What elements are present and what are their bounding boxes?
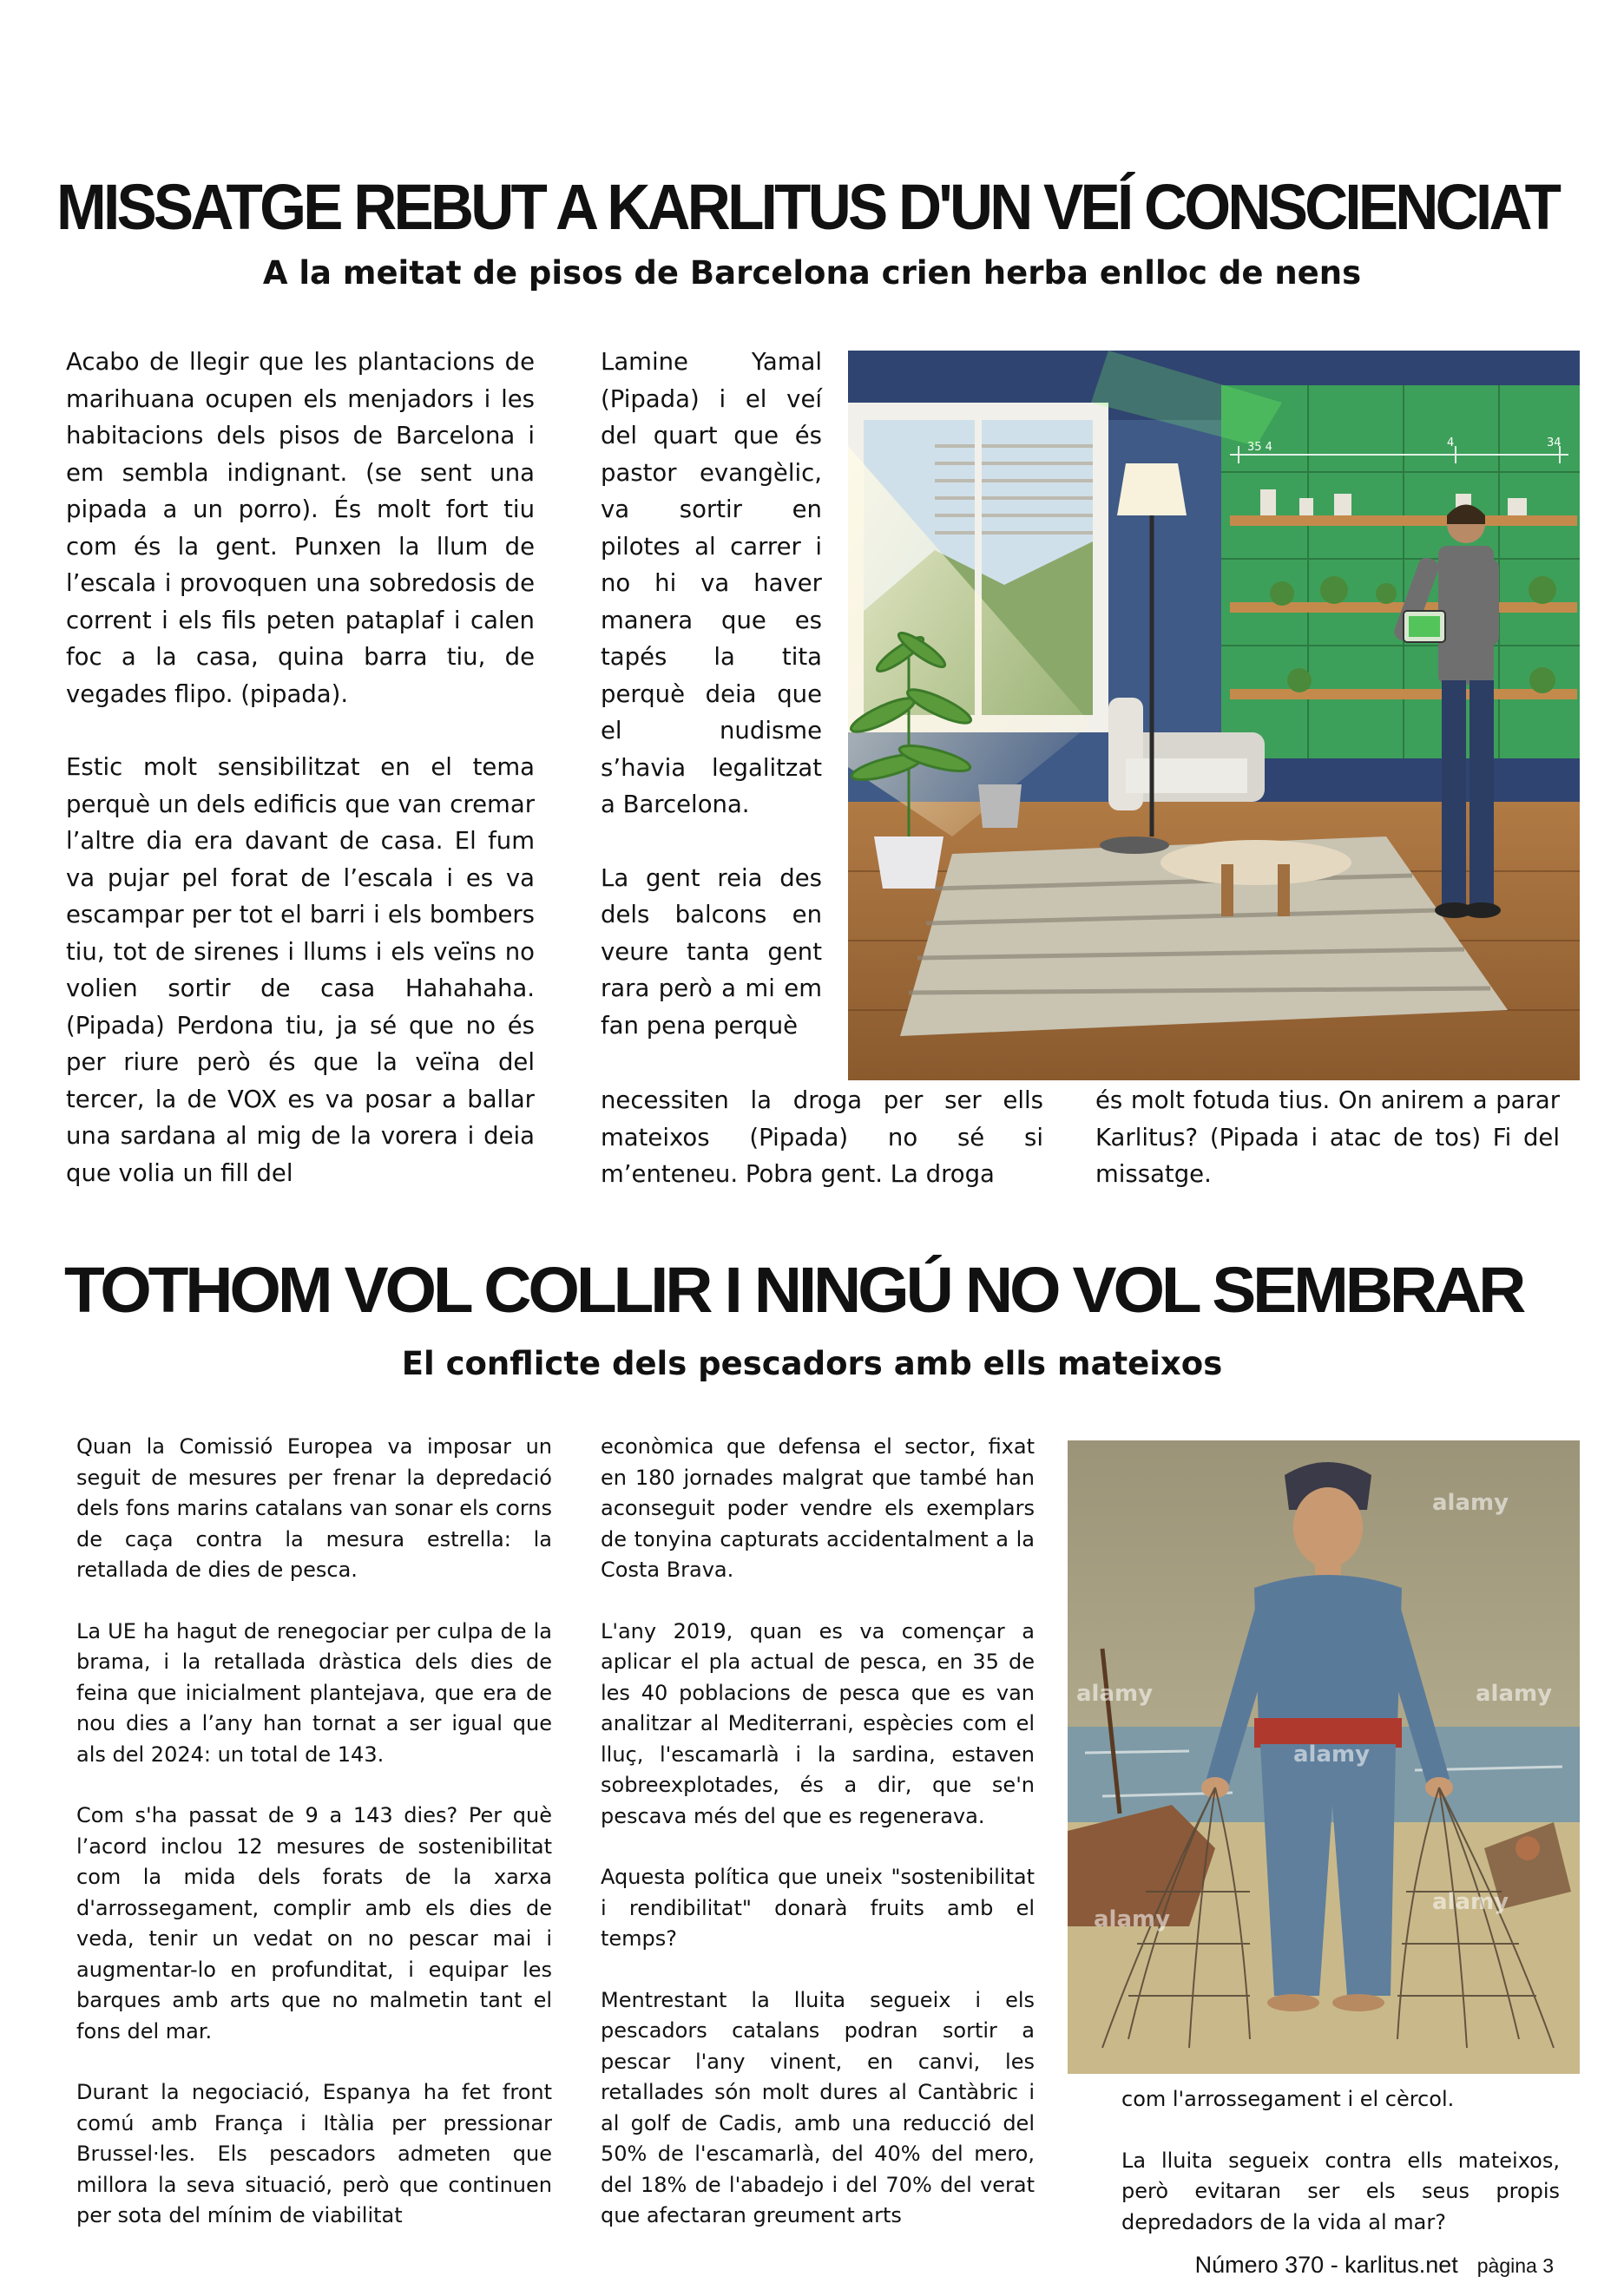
article2-col1-paragraph: Com s'ha passat de 9 a 143 dies? Per què l’acord inclou 12 mesures de sostenibilitat com la mida dels forats de la xarxa d'arrossegament, complir amb els dies de veda, tenir un vedat on no pescar mai i augmentar-lo en profunditat, i equipar les barques amb arts que no malmetin tant el fons del mar. — [76, 1803, 552, 2043]
article1-col2-paragraph: Lamine Yamal (Pipada) i el veí del quart que és pastor evangèlic, va sortir en pilotes al carrer i no hi va haver manera que es tapés la tita perquè deia que el nudisme s’havia legalitzat a Barcelona. — [601, 348, 822, 818]
watermark: alamy — [1076, 1681, 1154, 1707]
page-footer — [1195, 2252, 1554, 2279]
article2-subheadline: El conflicte dels pescadors amb ells mateixos — [401, 1345, 1223, 1382]
article1-col1-paragraph: Estic molt sensibilitzat en el tema perquè un dels edificis que van cremar l’altre dia era davant de casa. El fum va pujar pel forat de l’escala i es va escampar per tot el barri i els bombers tiu, tot de sirenes i llums i els veïns no volien sortir de casa Hahahaha. (Pipada) Perdona tiu, ja sé que no és per riure però és que la veïna del tercer, la de VOX es va posar a ballar una sardana al mig de la vorera i deia que volia un fill del — [66, 753, 535, 1187]
article2-col3-paragraph: com l'arrossegament i el cèrcol. — [1121, 2087, 1455, 2111]
article2-col2-paragraph: Mentrestant la lluita segueix i els pescadors catalans podran sortir a pescar l'any vinent, en canvi, les retallades són molt dures al Cantàbric i al golf de Cadis, amb una reducció del 50% de l'escamarlà, del 40% del mero, del 18% de l'abadejo i del 70% del verat que afectaran greument arts — [601, 1987, 1035, 2227]
article2-col2-paragraph: econòmica que defensa el sector, fixat en 180 jornades malgrat que també han aconseguit poder vendre els exemplars de tonyina capturats accidentalment a la Costa Brava. — [601, 1434, 1035, 1582]
article2-headline: TOTHOM VOL COLLIR I NINGÚ NO VOL SEMBRAR — [64, 1254, 1523, 1326]
article2-column-1 — [76, 1432, 552, 2232]
article1-subheadline: A la meitat de pisos de Barcelona crien herba enlloc de nens — [262, 254, 1362, 292]
dimension-label: 34 — [1547, 436, 1562, 449]
watermark: alamy — [1094, 1906, 1171, 1932]
article2-col1-paragraph: La UE ha hagut de renegociar per culpa de la brama, i la retallada dràstica dels dies de feina que inicialment plantejava, que era de nou dies a l’any han tornat a ser igual que als del 2024: un total de 143. — [76, 1618, 552, 1767]
article1-col1-paragraph: Acabo de llegir que les plantacions de marihuana ocupen els menjadors i les habitacions dels pisos de Barcelona i em sembla indignant. (se sent una pipada a un porro). És molt fort tiu com és la gent. Punxen la llum de l’escala i provoquen una sobredosis de corrent i els fils peten pataplaf i calen foc a la casa, quina barra tiu, de vegades flipo. (pipada). — [66, 348, 535, 708]
article2-col1-paragraph: Durant la negociació, Espanya ha fet front comú amb França i Itàlia per pressionar Brussel·les. Els pescadors admeten que millora la seva situació, però que continuen per sota del mínim de viabilitat — [76, 2080, 552, 2227]
article1-column-1 — [66, 344, 535, 1191]
watermark: alamy — [1476, 1681, 1553, 1707]
article2-col2-paragraph: L'any 2019, quan es va començar a aplicar el pla actual de pesca, en 35 de les 40 poblacions de pesca que es van analitzar al Mediterrani, espècies com el lluç, l'escamarlà i la sardina, estaven sobreexplotades, és a dir, que se'n pescava més del que es regenerava. — [601, 1618, 1035, 1828]
fisherman-illustration — [1068, 1440, 1580, 2074]
watermark: alamy — [1432, 1490, 1509, 1516]
article2-col1-paragraph: Quan la Comissió Europea va imposar un seguit de mesures per frenar la depredació dels fons marins catalans van sonar els corns de caça contra la mesura estrella: la retallada de dies de pesca. — [76, 1434, 552, 1582]
article2-column-2 — [601, 1432, 1035, 2232]
dimension-label: 4 — [1447, 436, 1455, 449]
page-number: pàgina 3 — [1476, 2254, 1554, 2277]
article1-column-2-continued: necessiten la droga per ser ells mateixos (Pipada) no sé si m’enteneu. Pobra gent. La droga — [601, 1086, 1043, 1188]
article1-column-2 — [601, 344, 822, 1044]
article1-col2-paragraph: La gent reia des dels balcons en veure tanta gent rara però a mi em fan pena perquè — [601, 863, 822, 1040]
dimension-label: 35 4 — [1247, 441, 1272, 454]
issue-label: Número 370 - karlitus.net — [1194, 2252, 1458, 2278]
article2-column-3 — [1121, 2084, 1560, 2238]
article1-headline: MISSATGE REBUT A KARLITUS D'UN VEÍ CONSCIENCIAT — [56, 171, 1559, 243]
article1-column-3: és molt fotuda tius. On anirem a parar Karlitus? (Pipada i atac de tos) Fi del missatge. — [1095, 1086, 1560, 1188]
watermark: alamy — [1293, 1742, 1371, 1768]
grow-room-illustration — [848, 351, 1580, 1080]
article2-col2-paragraph: Aquesta política que uneix "sostenibilitat i rendibilitat" donarà fruits amb el temps? — [601, 1865, 1035, 1951]
watermark: alamy — [1432, 1889, 1509, 1915]
article2-col3-paragraph: La lluita segueix contra ells mateixos, però evitaran ser els seus propis depredadors de la vida al mar? — [1121, 2148, 1560, 2234]
